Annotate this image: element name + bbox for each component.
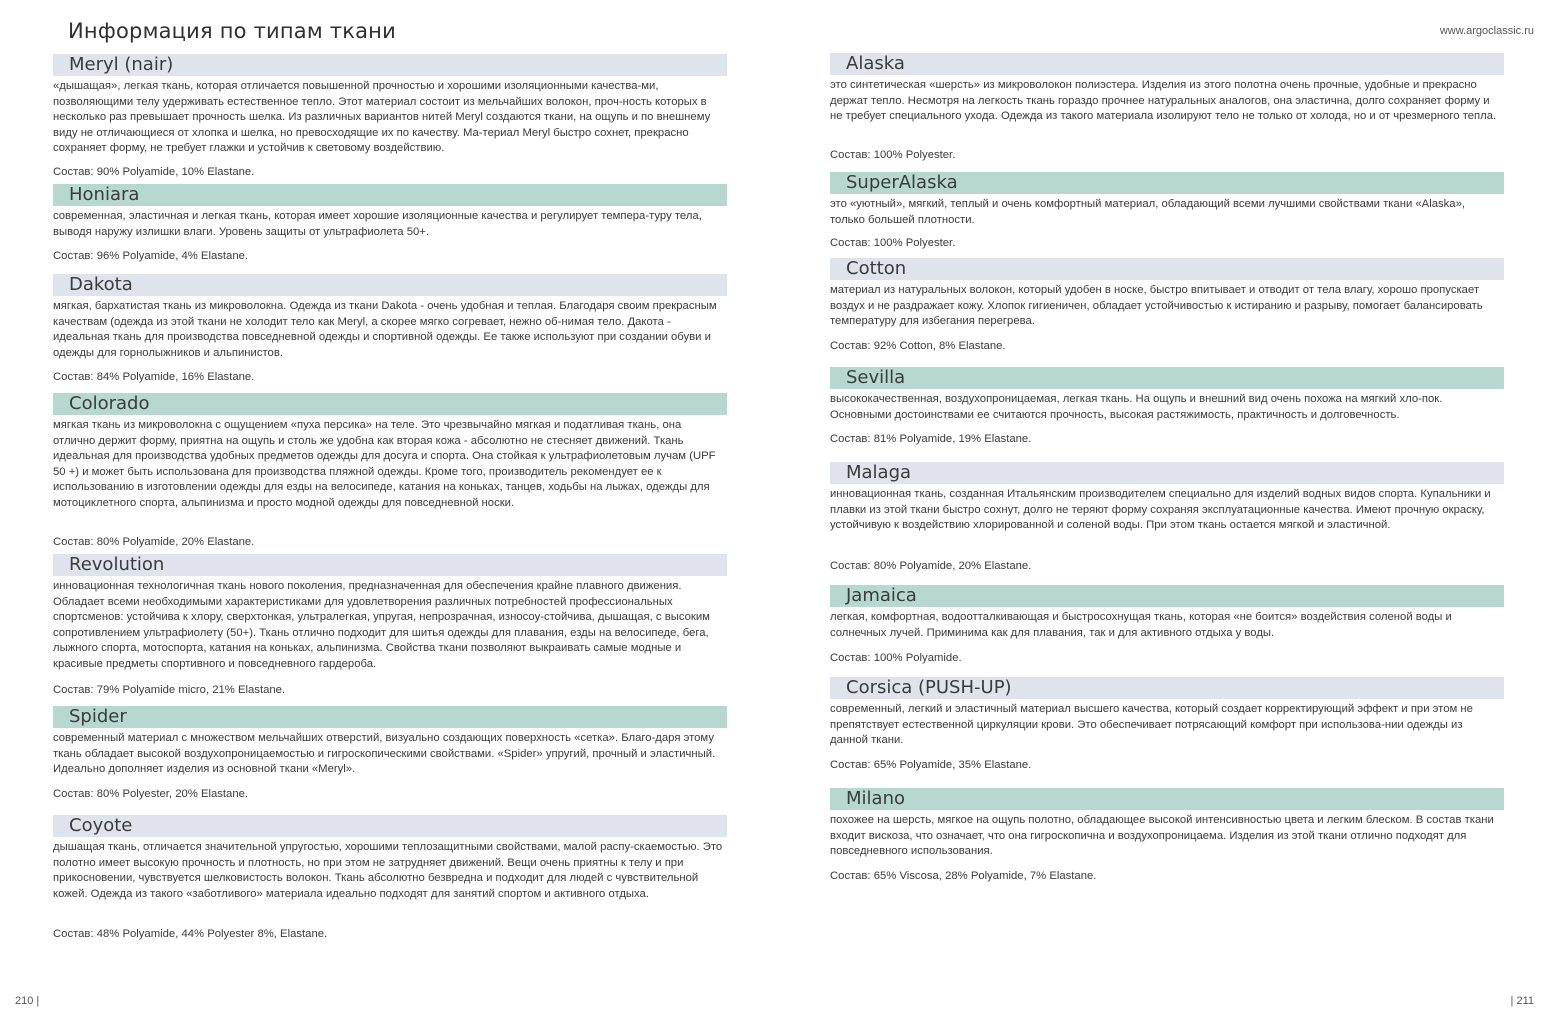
fabric-name: Jamaica xyxy=(830,585,1504,607)
fabric-description: современная, эластичная и легкая ткань, которая имеет хорошие изоляционные качества и регулирует темпера-туру тела, выводя наружу излишки влаги. Уровень защиты от ультрафиолета 50+. xyxy=(53,210,702,238)
fabric-name: SuperAlaska xyxy=(830,172,1504,194)
fabric-description: мягкая ткань из микроволокна с ощущением «пуха персика» на теле. Это чрезвычайно мягкая и податливая ткань, она отлично держит форму, приятна на ощупь и столь же удобна как вторая кожа - абсолютно не стесняет движений. Ткань идеальная для производства удобных предметов одежды для досуга и спорта. Она стойкая к ультрафиолетовым лучам (UPF 50 +) и может быть использована для производства пляжной одежды. Кроме того, производитель рекомендует ее к использованию в изготовлении одежды для езды на велосипеде, катания на коньках, танцев, ходьбы на лыжах, одежды для мотоциклетного спорта, альпинизма и просто модной одежды для повседневной носки. xyxy=(53,419,716,509)
fabric-name: Cotton xyxy=(830,258,1504,280)
fabric-description: материал из натуральных волокон, который удобен в носке, быстро впитывает и отводит от тела влагу, хорошо пропускает воздух и не раздражает кожу. Хлопок гигиеничен, обладает устойчивостью к истиранию и разрыву, помогает балансировать температуру для избегания перегрева. xyxy=(830,284,1483,328)
fabric-description: высококачественная, воздухопроницаемая, легкая ткань. На ощупь и внешний вид очень похожа на мягкий хло-пок. Основными достоинствами ее считаются прочность, высокая растяжимость, практичность и долговечность. xyxy=(830,393,1443,421)
fabric-description: это «уютный», мягкий, теплый и очень комфортный материал, обладающий всеми лучшими свойствами ткани «Alaska», только большей плотности. xyxy=(830,198,1466,226)
fabric-name: Alaska xyxy=(830,53,1504,75)
fabric-composition: Состав: 84% Polyamide, 16% Elastane. xyxy=(53,371,255,383)
fabric-composition: Состав: 65% Viscosa, 28% Polyamide, 7% Elastane. xyxy=(830,870,1097,882)
fabric-composition: Состав: 100% Polyester. xyxy=(830,149,956,161)
fabric-name: Revolution xyxy=(53,554,727,576)
fabric-name: Milano xyxy=(830,788,1504,810)
fabric-description: мягкая, бархатистая ткань из микроволокна. Одежда из ткани Dakota - очень удобная и теплая. Благодаря своим прекрасным качествам (одежда из этой ткани не холодит тело как Meryl, а скорее мягко согревает, нежно об-нимая тело. Дакота - идеальная ткань для производства повседневной одежды и спортивной одежды. Ее также используют при создании обуви и одежды для горнолыжников и альпинистов. xyxy=(53,300,717,359)
fabric-description: инновационная ткань, созданная Итальянским производителем специально для изделий водных видов спорта. Купальники и плавки из этой ткани быстро сохнут, долго не теряют форму сохраняя эксплуатационные качества. Имеют прочную окраску, устойчивую к воздействию хлорированной и соленой воды. При этом ткань остается мягкой и эластичной. xyxy=(830,488,1491,532)
fabric-description: легкая, комфортная, водоотталкивающая и быстросохнущая ткань, которая «не боится» воздействия соленой воды и солнечных лучей. Приминима как для плавания, так и для активного отдыха у воды. xyxy=(830,611,1452,639)
page-title: Информация по типам ткани xyxy=(68,19,396,43)
fabric-composition: Состав: 79% Polyamide micro, 21% Elastane. xyxy=(53,684,286,696)
site-url[interactable]: www.argoclassic.ru xyxy=(1439,25,1534,37)
page-number-left: 210 | xyxy=(15,995,40,1007)
fabric-composition: Состав: 80% Polyamide, 20% Elastane. xyxy=(53,536,255,548)
fabric-composition: Состав: 96% Polyamide, 4% Elastane. xyxy=(53,250,249,262)
fabric-description: современный, легкий и эластичный материал высшего качества, который создает корректирующий эффект и при этом не препятствует естественной циркуляции крови. Это обеспечивает потрясающий комфорт при использова-нии одежды из данной ткани. xyxy=(830,703,1473,747)
fabric-description: дышащая ткань, отличается значительной упругостью, хорошими теплозащитными свойствами, малой распу-скаемостью. Это полотно имеет высокую прочность и плотность, но при этом не затрудняет движений. Вещи очень приятны к телу и при прикосновении, чувствуется шелковистость волокон. Ткань абсолютно безвредна и подходит для людей с чувствительной кожей. Одежда из такого «заботливого» материала идеально подходят для занятий спортом и активного отдыха. xyxy=(53,841,723,900)
page-number-right: | 211 xyxy=(1510,995,1534,1007)
fabric-composition: Состав: 92% Cotton, 8% Elastane. xyxy=(830,340,1006,352)
fabric-composition: Состав: 81% Polyamide, 19% Elastane. xyxy=(830,433,1032,445)
fabric-description: похожее на шерсть, мягкое на ощупь полотно, обладающее высокой интенсивностью цвета и легким блеском. В состав ткани входит вискоза, что означает, что она гигроскопична и воздухопроницаема. Изделия из этой ткани отлично подходят для повседневного использования. xyxy=(830,814,1494,858)
fabric-composition: Состав: 80% Polyester, 20% Elastane. xyxy=(53,788,249,800)
fabric-name: Sevilla xyxy=(830,367,1504,389)
fabric-name: Coyote xyxy=(53,815,727,837)
fabric-name: Meryl (nair) xyxy=(53,54,727,76)
fabric-name: Spider xyxy=(53,706,727,728)
fabric-description: это синтетическая «шерсть» из микроволокон полиэстера. Изделия из этого полотна очень прочные, удобные и прекрасно держат тепло. Несмотря на легкость ткань гораздо прочнее натуральных аналогов, она эластична, долго сохраняет форму и не требует специального ухода. Одежда из такого материала изолируют тело не только от холода, но и от чрезмерного тепла. xyxy=(830,79,1497,123)
fabric-name: Malaga xyxy=(830,462,1504,484)
fabric-composition: Состав: 48% Polyamide, 44% Polyester 8%, Elastane. xyxy=(53,928,328,940)
fabric-description: современный материал с множеством мельчайших отверстий, визуально создающих поверхность «сетка». Благо-даря этому ткань обладает высокой воздухопроницаемостью и гигроскопическими свойствами. «Spider» упругий, прочный и эластичный. Идеально дополняет изделия из основной ткани «Meryl». xyxy=(53,732,716,776)
fabric-name: Colorado xyxy=(53,393,727,415)
fabric-name: Dakota xyxy=(53,274,727,296)
fabric-composition: Состав: 80% Polyamide, 20% Elastane. xyxy=(830,560,1032,572)
fabric-composition: Состав: 90% Polyamide, 10% Elastane. xyxy=(53,166,255,178)
fabric-name: Corsica (PUSH-UP) xyxy=(830,677,1504,699)
fabric-description: «дышащая», легкая ткань, которая отличается повышенной прочностью и хорошими изоляционными качества-ми, позволяющими телу удерживать естественное тепло. Этот материал состоит из мельчайших волокон, проч-ность которых в несколько раз превышает прочность шелка. Из различных вариантов нитей Meryl создаются ткани, на ощупь и по внешнему виду не отличающиеся от хлопка и шелка, но превосходящие их по качеству. Ма-териал Meryl быстро сохнет, прекрасно сохраняет форму, не требует глажки и устойчив к световому воздействию. xyxy=(53,80,711,155)
fabric-description: инновационная технологичная ткань нового поколения, предназначенная для обеспечения крайне плавного движения. Обладает всеми необходимыми характеристиками для удовлетворения различных потребностей профессиональных спортсменов: устойчива к хлору, сверхтонкая, ультралегкая, упругая, непрозрачная, износоу-стойчива, дышащая, с высоким сопротивлением ультрафиолету (50+). Ткань отлично подходит для шитья одежды для плавания, езды на велосипеде, бега, лыжного спорта, мотоспорта, катания на коньках, альпинизма. Свойства ткани позволяют выкраивать самые модные и красивые предметы спортивного и повседневного гардероба. xyxy=(53,580,710,670)
fabric-composition: Состав: 65% Polyamide, 35% Elastane. xyxy=(830,759,1032,771)
fabric-composition: Состав: 100% Polyester. xyxy=(830,237,956,249)
fabric-composition: Состав: 100% Polyamide. xyxy=(830,652,962,664)
fabric-name: Honiara xyxy=(53,184,727,206)
